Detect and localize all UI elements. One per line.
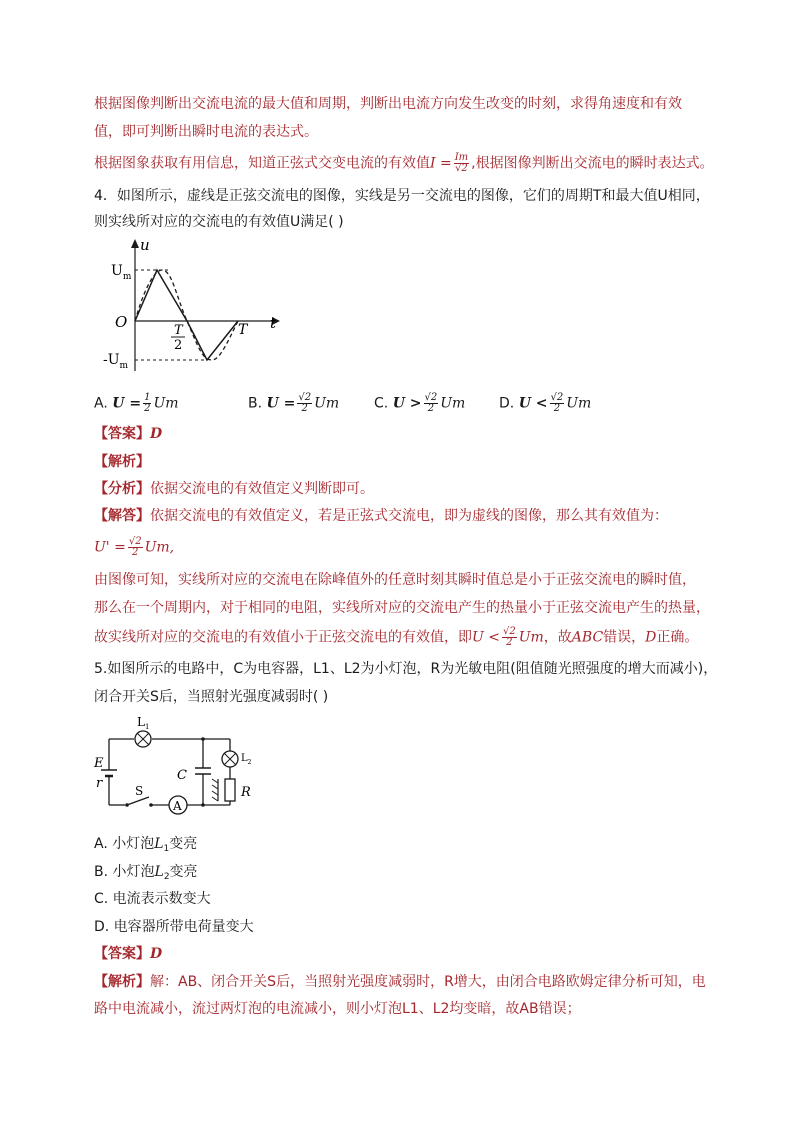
c-label: C [177, 768, 187, 783]
triangle-wave-solid [135, 270, 238, 360]
q5-option-b: B. 小灯泡$L_2$变亮 [94, 864, 198, 882]
q4-body-3-fraction: $\frac{√2}{2}$ [502, 626, 516, 648]
q5-answer-label: 【答案】 [94, 946, 150, 962]
um-label: $U_m$ [111, 263, 132, 282]
u-axis-arrow [131, 239, 139, 248]
q4-stem-line-2: 则实线所对应的交流电的有效值U满足( ) [94, 214, 344, 230]
intro-line-1: 根据图像判断出交流电流的最大值和周期，判断出电流方向发生改变的时刻，求得角速度和有效 [94, 96, 682, 112]
q4-body-3-abc: ABC [571, 629, 604, 646]
q4-option-a-letter: A. [94, 395, 108, 412]
q4-body-3-rhs: Um [518, 629, 544, 646]
l2-label: $L_2$ [241, 753, 252, 766]
half-period-den: 2 [174, 338, 183, 353]
intro-formula-num: Im [454, 152, 469, 163]
intro-line-3-post: ,根据图像判断出交流电的瞬时表达式。 [471, 155, 714, 172]
t-axis-label: t [270, 314, 277, 332]
q4-option-a-lhs: U = [112, 395, 142, 412]
q4-option-c-fraction: $\frac{√2}{2}$ [424, 392, 438, 414]
q4-option-c-lhs: U > [392, 395, 422, 412]
intro-line-3 [94, 153, 714, 174]
q4-body-3: 故实线所对应的交流电的有效值小于正弦交流电的有效值，即U < $\frac{√2}{2}$ Um，故ABC错误，D正确。 [94, 626, 699, 648]
intro-formula-den: √2 [455, 163, 468, 174]
e-label: E [94, 756, 104, 771]
u-axis-label: u [140, 236, 150, 254]
s-label: S [135, 784, 144, 798]
q4-formula-fraction: $\frac{√2}{2}$ [128, 536, 142, 558]
q4-answer-label: 【答案】 [94, 426, 150, 442]
q4-body-2: 那么在一个周期内，对于相同的电阻，实线所对应的交流电产生的热量小于正弦交流电产生的热量， [94, 600, 710, 616]
q4-option-d-rhs: Um [566, 395, 592, 412]
q4-option-b-rhs: Um [314, 395, 340, 412]
intro-line-2: 值，即可判断出瞬时电流的表达式。 [94, 124, 318, 140]
q4-waveform-figure [100, 236, 290, 376]
q5-option-d: D. 电容器所带电荷量变大 [94, 919, 254, 935]
q4-stem-line-1: 4．如图所示，虚线是正弦交流电的图像，实线是另一交流电的图像，它们的周期T和最大值U相同， [94, 188, 710, 204]
q4-jieda-text: 依据交流电的有效值定义，若是正弦式交流电，即为虚线的图像，那么其有效值为： [150, 508, 668, 524]
q4-option-a-rhs: Um [153, 395, 179, 412]
q4-option-d-fraction: $\frac{√2}{2}$ [550, 392, 564, 414]
q4-option-c-rhs: Um [440, 395, 466, 412]
q4-option-a-fraction: $\frac{1}{2}$ [144, 392, 151, 414]
q4-fenxi [94, 479, 374, 499]
q4-option-b [248, 393, 339, 414]
switch-icon [127, 797, 149, 805]
half-period-num: T [174, 323, 183, 338]
q4-formula-lhs: U' = [94, 539, 126, 556]
q4-option-d-letter: D. [499, 395, 515, 412]
q4-option-c-letter: C. [374, 395, 389, 412]
big-r-label: R [241, 785, 251, 800]
q5-answer-value: D [150, 946, 163, 962]
q4-analysis-label: 【解析】 [94, 454, 150, 470]
q4-fenxi-text: 依据交流电的有效值定义判断即可。 [150, 481, 374, 497]
q5-stem-line-1: 5.如图所示的电路中，C为电容器，L1、L2为小灯泡，R为光敏电阻(阻值随光照强度的增大而减小)， [94, 661, 718, 677]
intro-formula-lhs: I = [430, 155, 452, 172]
q4-option-a [94, 393, 179, 414]
q4-jieda [94, 506, 668, 526]
q4-option-b-letter: B. [248, 395, 263, 412]
q4-jieda-label: 【解答】 [94, 508, 150, 524]
q5-jiexi-line-2: 路中电流减小，流过两灯泡的电流减小，则小灯泡L1、L2均变暗，故AB错误； [94, 1001, 581, 1017]
q5-circuit-diagram [95, 715, 265, 827]
q4-answer [94, 424, 162, 444]
q4-body-3-pre: 故实线所对应的交流电的有效值小于正弦交流电的有效值，即 [94, 629, 472, 646]
l1-label: $L_1$ [137, 715, 150, 731]
q4-formula [94, 537, 174, 558]
neg-um-label: $-U_m$ [103, 352, 129, 371]
period-label: T [238, 322, 248, 338]
origin-label: O [115, 313, 128, 331]
q4-fenxi-label: 【分析】 [94, 481, 150, 497]
q5-answer [94, 944, 162, 964]
q4-option-c [374, 393, 465, 414]
r-label: r [96, 776, 103, 791]
intro-formula-fraction [454, 153, 469, 174]
q4-body-3-lhs: U < [472, 629, 500, 646]
q4-option-d [499, 393, 591, 414]
photoresistor-icon [225, 779, 235, 801]
q5-jiexi-label: 【解析】 [94, 974, 150, 990]
q4-option-d-lhs: U < [518, 395, 548, 412]
ammeter-label: A [173, 799, 182, 813]
q4-option-b-lhs: U = [266, 395, 296, 412]
q4-body-3-d: D [645, 629, 657, 646]
q4-body-1: 由图像可知，实线所对应的交流电在除峰值外的任意时刻其瞬时值总是小于正弦交流电的瞬时值， [94, 572, 696, 588]
q5-option-c: C. 电流表示数变大 [94, 891, 211, 907]
q5-option-a: A. 小灯泡$L_1$变亮 [94, 836, 198, 854]
q4-formula-rhs: Um, [144, 539, 175, 556]
q4-option-b-fraction: $\frac{√2}{2}$ [298, 392, 312, 414]
q5-jiexi-text-1: 解：AB、闭合开关S后，当照射光强度减弱时，R增大，由闭合电路欧姆定律分析可知，电 [150, 974, 706, 990]
q5-stem-line-2: 闭合开关S后，当照射光强度减弱时( ) [94, 689, 329, 705]
q4-answer-value: D [150, 426, 163, 442]
q5-jiexi-line-1 [94, 972, 706, 992]
intro-line-3-text: 根据图象获取有用信息，知道正弦式交变电流的有效值 [94, 155, 430, 172]
